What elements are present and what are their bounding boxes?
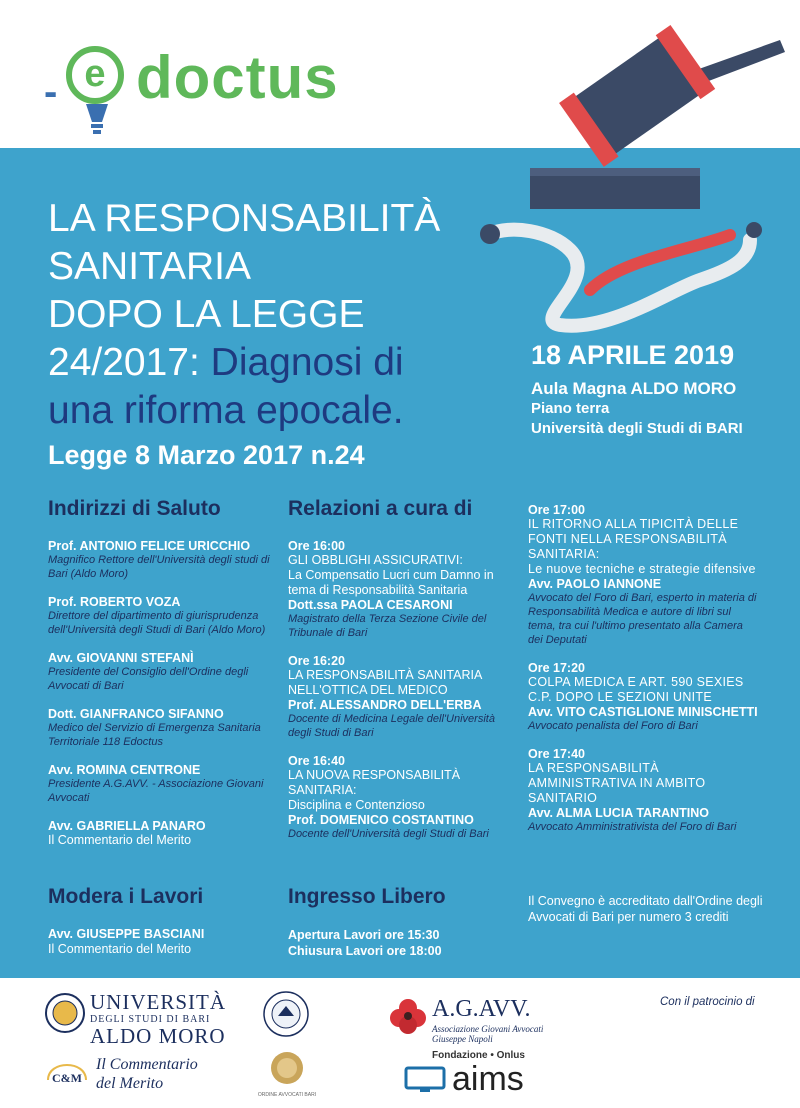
saluti-name: Avv. GIOVANNI STEFANÌ — [48, 651, 194, 665]
uniba-line-3: ALDO MORO — [90, 1024, 226, 1048]
afternoon-column — [528, 503, 758, 848]
event-title — [48, 195, 508, 435]
talk-entry — [528, 661, 758, 733]
event-date: 18 APRILE 2019 — [531, 340, 735, 370]
saluti-heading: Indirizzi di Saluto — [48, 497, 221, 520]
saluti-name: Avv. GABRIELLA PANARO — [48, 819, 206, 833]
commentario-logo-icon — [44, 1050, 90, 1090]
title-line-4 — [48, 339, 508, 387]
saluti-column — [48, 497, 283, 861]
saluti-entry — [48, 819, 283, 847]
title-line-2: SANITARIA — [48, 245, 251, 288]
moderator-heading: Modera i Lavori — [48, 885, 204, 908]
talk-speaker: Avv. VITO CASTIGLIONE MINISCHETTI — [528, 705, 758, 719]
talk-time: Ore 16:40 — [288, 754, 345, 768]
title-subtitle-part2: una riforma epocale. — [48, 389, 404, 432]
title-law-number: 24/2017: — [48, 341, 211, 384]
uniba-line-2: DEGLI STUDI DI BARI — [90, 1014, 211, 1025]
logo-dash: - — [44, 70, 58, 114]
saluti-name: Dott. GIANFRANCO SIFANNO — [48, 707, 224, 721]
saluti-name: Avv. ROMINA CENTRONE — [48, 763, 201, 777]
logo-wordmark: doctus — [136, 44, 339, 111]
agavv-sub-1: Associazione Giovani Avvocati — [432, 1024, 544, 1034]
aims-logo-text: aims — [452, 1060, 524, 1098]
title-subtitle-part1: Diagnosi di — [210, 341, 404, 384]
talk-speaker-role: Avvocato del Foro di Bari, esperto in materia di Responsabilità Medica e autore di libri sul tema, tra cui l'ultimo presentato alla Camera dei Deputati — [528, 592, 757, 646]
talk-speaker: Dott.ssa PAOLA CESARONI — [288, 598, 453, 612]
talk-title: IL RITORNO ALLA TIPICITÀ DELLE FONTI NELLA RESPONSABILITÀ SANITARIA: — [528, 517, 739, 561]
moderator-name: Avv. GIUSEPPE BASCIANI — [48, 927, 205, 941]
agavv-subtitle — [432, 1024, 543, 1044]
patrocinio-label: Con il patrocinio di — [660, 996, 755, 1008]
uniba-logo-text — [90, 990, 226, 1048]
title-line-1: LA RESPONSABILITÀ — [48, 197, 441, 240]
saluti-entry — [48, 707, 283, 749]
talk-title: LA RESPONSABILITÀ SANITARIA NELL'OTTICA DEL MEDICO — [288, 668, 482, 697]
talk-time: Ore 16:20 — [288, 654, 345, 668]
saluti-entry — [48, 651, 283, 693]
saluti-entry — [48, 595, 283, 637]
accreditation-note: Il Convegno è accreditato dall'Ordine degli Avvocati di Bari per numero 3 crediti — [528, 894, 763, 924]
ordine-caption: ORDINE AVVOCATI BARI — [257, 1092, 317, 1098]
law-reference: Legge 8 Marzo 2017 n.24 — [48, 440, 365, 470]
talk-title: GLI OBBLIGHI ASSICURATIVI: — [288, 553, 463, 567]
opening-time: Apertura Lavori ore 15:30 — [288, 928, 440, 942]
saluti-role: Magnifico Rettore dell'Università degli studi di Bari (Aldo Moro) — [48, 554, 270, 580]
talk-speaker-role: Docente dell'Università degli Studi di Bari — [288, 828, 489, 840]
saluti-role: Presidente del Consiglio dell'Ordine degli Avvocati di Bari — [48, 666, 249, 692]
title-line-3: DOPO LA LEGGE — [48, 293, 365, 336]
talk-title: COLPA MEDICA E ART. 590 SEXIES C.P. DOPO LE SEZIONI UNITE — [528, 675, 744, 704]
edoctus-logo — [44, 30, 424, 140]
saluti-entry — [48, 539, 283, 581]
talk-speaker: Prof. DOMENICO COSTANTINO — [288, 813, 474, 827]
talk-speaker: Avv. ALMA LUCIA TARANTINO — [528, 806, 710, 820]
saluti-role: Direttore del dipartimento di giurisprudenza dell'Università degli Studi di Bari (Aldo Moro) — [48, 610, 266, 636]
commentario-line-1: Il Commentario — [96, 1056, 198, 1073]
talk-subtitle: Disciplina e Contenzioso — [288, 798, 425, 812]
ordine-avvocati-seal-icon — [262, 990, 310, 1038]
uniba-seal-icon — [44, 992, 86, 1034]
closing-time: Chiusura Lavori ore 18:00 — [288, 944, 442, 958]
talk-speaker-role: Avvocato penalista del Foro di Bari — [528, 720, 698, 732]
saluti-role: Medico del Servizio di Emergenza Sanitaria Territoriale 118 Edoctus — [48, 722, 261, 748]
entry-heading: Ingresso Libero — [288, 885, 446, 908]
talk-speaker-role: Docente di Medicina Legale dell'Università degli Studi di Bari — [288, 713, 495, 739]
agavv-flower-icon — [388, 996, 428, 1036]
relazioni-heading: Relazioni a cura di — [288, 497, 473, 520]
saluti-name: Prof. ROBERTO VOZA — [48, 595, 181, 609]
talk-time: Ore 16:00 — [288, 539, 345, 553]
gavel-stethoscope-illustration — [490, 20, 790, 340]
event-venue: Aula Magna ALDO MORO — [531, 379, 737, 398]
saluti-role: Presidente A.G.AVV. - Associazione Giovani Avvocati — [48, 778, 264, 804]
talk-title: LA NUOVA RESPONSABILITÀ SANITARIA: — [288, 768, 461, 797]
logo-bulb-icon: e — [66, 46, 124, 104]
saluti-role: Il Commentario del Merito — [48, 833, 192, 847]
talk-speaker-role: Avvocato Amministrativista del Foro di Bari — [528, 821, 737, 833]
entry-block — [288, 885, 523, 959]
bulb-base-icon — [80, 104, 114, 138]
agavv-logo-text: A.G.AVV. — [432, 996, 531, 1022]
moderator-org: Il Commentario del Merito — [48, 942, 192, 956]
talk-entry — [288, 754, 518, 841]
uniba-line-1: UNIVERSITÀ — [90, 990, 226, 1014]
event-university: Università degli Studi di BARI — [531, 420, 743, 437]
saluti-name: Prof. ANTONIO FELICE URICCHIO — [48, 539, 251, 553]
talk-entry — [528, 747, 758, 834]
talk-time: Ore 17:20 — [528, 661, 585, 675]
relazioni-column — [288, 497, 518, 855]
talk-time: Ore 17:00 — [528, 503, 585, 517]
talk-speaker: Avv. PAOLO IANNONE — [528, 577, 662, 591]
talk-entry — [288, 539, 518, 640]
talk-title: LA RESPONSABILITÀ AMMINISTRATIVA IN AMBITO SANITARIO — [528, 761, 706, 805]
talk-entry — [528, 503, 758, 647]
talk-time: Ore 17:40 — [528, 747, 585, 761]
talk-entry — [288, 654, 518, 740]
saluti-entry — [48, 763, 283, 805]
talk-subtitle: Le nuove tecniche e strategie difensive — [528, 562, 756, 576]
fondazione-label: Fondazione • Onlus — [432, 1050, 525, 1061]
aims-monitor-icon — [404, 1066, 446, 1094]
event-floor: Piano terra — [531, 400, 610, 417]
commentario-logo-text — [96, 1055, 198, 1093]
event-venue-block — [531, 379, 791, 439]
event-info — [531, 340, 791, 439]
agavv-sub-2: Giuseppe Napoli — [432, 1034, 493, 1044]
talk-speaker: Prof. ALESSANDRO DELL'ERBA — [288, 698, 482, 712]
talk-speaker-role: Magistrato della Terza Sezione Civile del Tribunale di Bari — [288, 613, 487, 639]
commentario-badge: C&M — [52, 1071, 82, 1085]
moderator-block — [48, 885, 283, 957]
commentario-line-2: del Merito — [96, 1075, 164, 1092]
ordine-medal-icon — [257, 1048, 317, 1100]
talk-subtitle: La Compensatio Lucri cum Damno in tema di Responsabilità Sanitaria — [288, 568, 494, 597]
